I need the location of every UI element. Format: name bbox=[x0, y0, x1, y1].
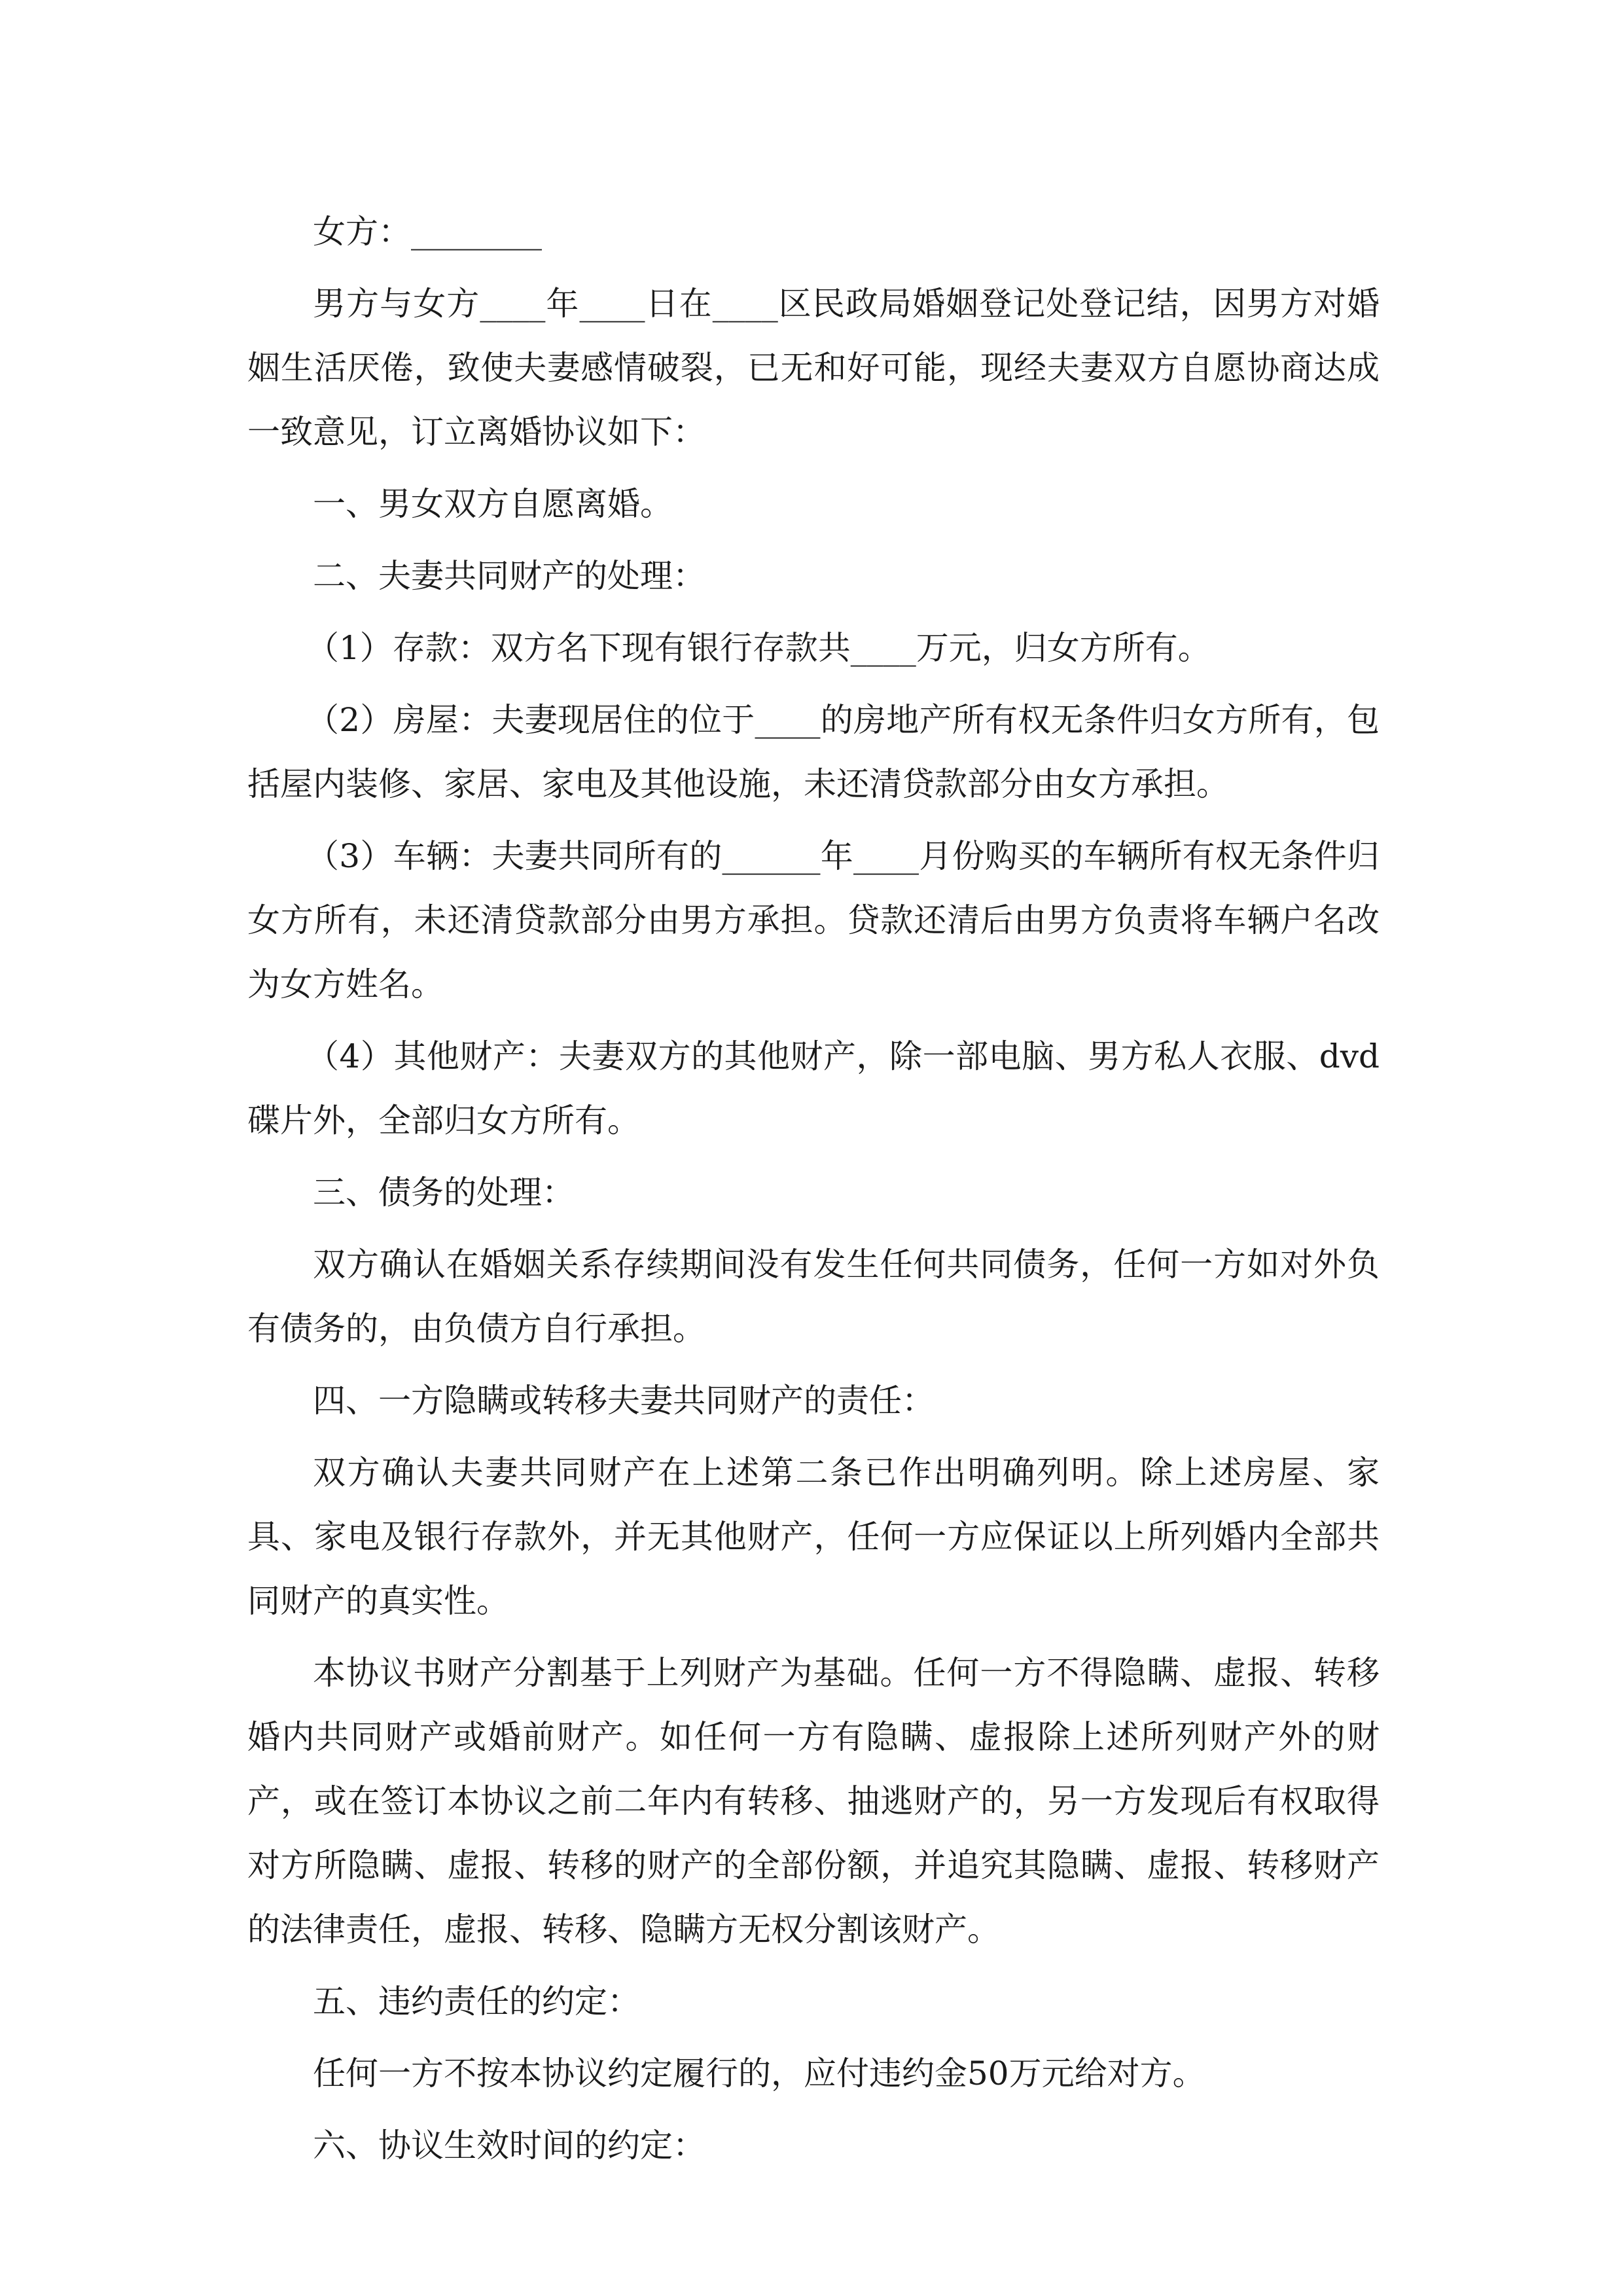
clause-4-body-1: 双方确认夫妻共同财产在上述第二条已作出明确列明。除上述房屋、家具、家电及银行存款外，并无其他财产，任何一方应保证以上所列婚内全部共同财产的真实性。 bbox=[247, 1454, 1380, 1620]
clause-5-body: 任何一方不按本协议约定履行的，应付违约金50万元给对方。 bbox=[313, 2054, 1205, 2092]
clause-4-heading: 四、一方隐瞒或转移夫妻共同财产的责任： bbox=[313, 1382, 935, 1420]
clause-1-heading: 一、男女双方自愿离婚。 bbox=[313, 485, 673, 523]
clause-3-heading: 三、债务的处理： bbox=[313, 1174, 575, 1211]
clause-2-item-vehicle: （3）车辆：夫妻共同所有的______年____月份购买的车辆所有权无条件归女方所有，未还清贷款部分由男方承担。贷款还清后由男方负责将车辆户名改为女方姓名。 bbox=[247, 837, 1380, 1003]
document-body bbox=[247, 200, 1380, 2185]
clause-2-item-other: （4）其他财产：夫妻双方的其他财产，除一部电脑、男方私人衣服、dvd碟片外，全部归女方所有。 bbox=[247, 1037, 1380, 1139]
clause-4-body-2: 本协议书财产分割基于上列财产为基础。任何一方不得隐瞒、虚报、转移婚内共同财产或婚前财产。如任何一方有隐瞒、虚报除上述所列财产外的财产，或在签订本协议之前二年内有转移、抽逃财产的，另一方发现后有权取得对方所隐瞒、虚报、转移的财产的全部份额，并追究其隐瞒、虚报、转移财产的法律责任，虚报、转移、隐瞒方无权分割该财产。 bbox=[247, 1654, 1380, 1948]
clause-6-heading: 六、协议生效时间的约定： bbox=[313, 2126, 705, 2164]
party-female-line: 女方：________ bbox=[313, 213, 542, 251]
preamble-paragraph: 男方与女方____年____日在____区民政局婚姻登记处登记结，因男方对婚姻生活厌倦，致使夫妻感情破裂，已无和好可能，现经夫妻双方自愿协商达成一致意见，订立离婚协议如下： bbox=[247, 285, 1380, 451]
clause-2-item-deposit: （1）存款：双方名下现有银行存款共____万元，归女方所有。 bbox=[306, 629, 1211, 667]
clause-3-body: 双方确认在婚姻关系存续期间没有发生任何共同债务，任何一方如对外负有债务的，由负债方自行承担。 bbox=[247, 1246, 1380, 1348]
clause-2-heading: 二、夫妻共同财产的处理： bbox=[313, 557, 705, 595]
clause-5-heading: 五、违约责任的约定： bbox=[313, 1982, 640, 2020]
clause-2-item-house: （2）房屋：夫妻现居住的位于____的房地产所有权无条件归女方所有，包括屋内装修、家居、家电及其他设施，未还清贷款部分由女方承担。 bbox=[247, 701, 1380, 803]
